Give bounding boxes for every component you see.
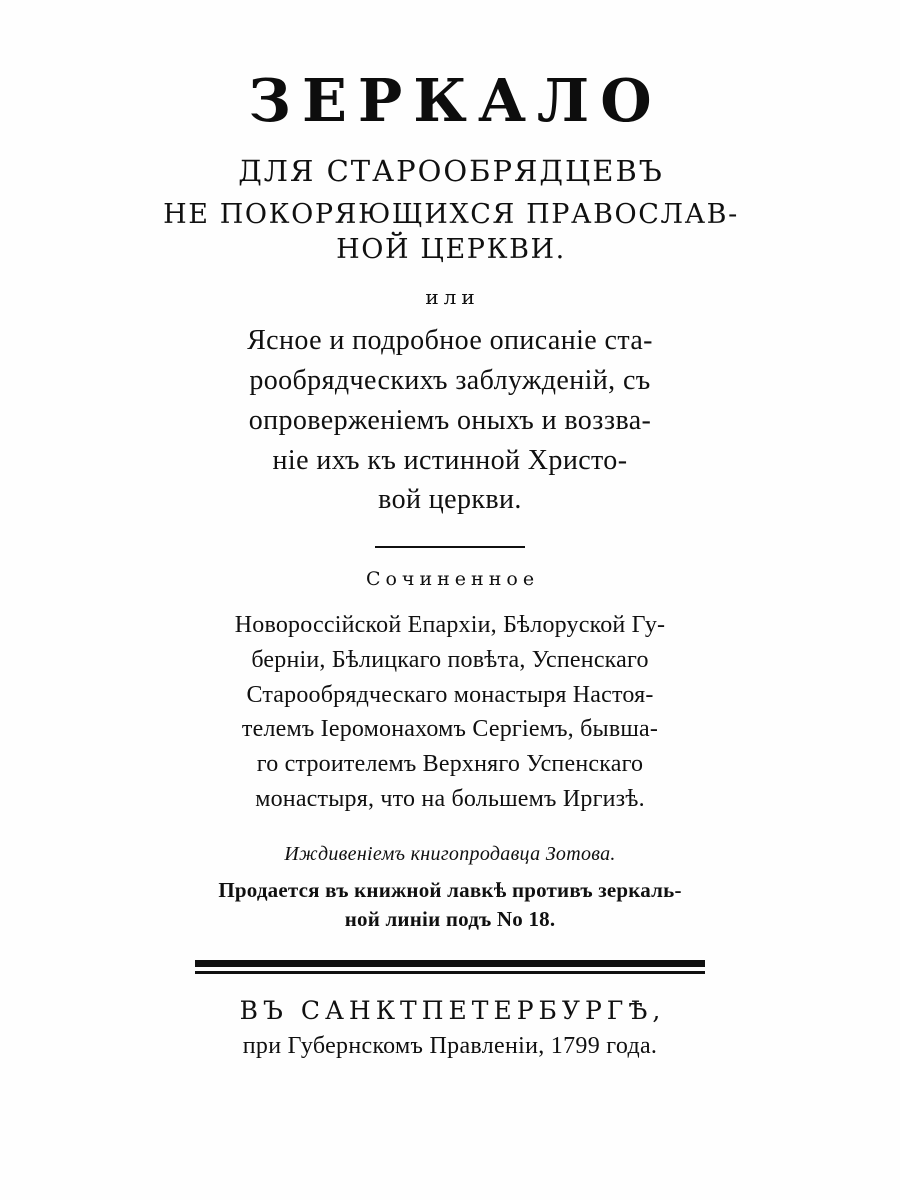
description-line: рообрядческихъ заблужденій, съ xyxy=(249,365,651,396)
sale-line: Продается въ книжной лавкѣ противъ зеркаль- xyxy=(218,877,682,902)
author-line: Старообрядческаго монастыря Настоя- xyxy=(246,681,654,708)
author-line: го строителемъ Верхняго Успенскаго xyxy=(256,751,644,778)
sale-line: ной линіи подъ No 18. xyxy=(344,906,556,931)
author-line: телемъ Іеромонахомъ Сергіемъ, бывша- xyxy=(241,716,659,743)
page-title: ЗЕРКАЛО xyxy=(248,66,663,135)
sale-note xyxy=(140,876,760,934)
rule-thick xyxy=(195,960,705,967)
composed-label: Сочиненное xyxy=(365,568,540,590)
title-page-content xyxy=(140,66,760,1060)
description-line: Ясное и подробное описаніе ста- xyxy=(247,325,653,357)
author-block xyxy=(140,608,760,817)
city-imprint: ВЪ САНКТПЕТЕРБУРГѢ, xyxy=(239,995,666,1025)
or-word: или xyxy=(425,285,480,310)
author-line: берніи, Бѣлицкаго повѣта, Успенскаго xyxy=(251,646,649,673)
description-line: вой церкви. xyxy=(378,484,522,516)
subtitle-line-2 xyxy=(140,198,760,267)
subtitle-line-2b: НОЙ ЦЕРКВИ. xyxy=(336,233,566,265)
publisher-note: Иждивеніемъ книгопродавца Зотова. xyxy=(284,842,616,865)
author-line: Новороссійской Епархіи, Бѣлоруской Гу- xyxy=(234,612,666,638)
double-rule xyxy=(195,960,705,974)
divider-rule xyxy=(375,546,525,548)
description-block xyxy=(140,321,760,520)
description-line: ніе ихъ къ истинной Христо- xyxy=(272,444,628,476)
author-line: монастыря, что на большемъ Иргизѣ. xyxy=(255,785,645,812)
subtitle-line-1: ДЛЯ СТАРООБРЯДЦЕВЪ xyxy=(238,153,664,188)
press-imprint: при Губернскомъ Правленіи, 1799 года. xyxy=(242,1032,658,1059)
subtitle-line-2a: НЕ ПОКОРЯЮЩИХСЯ ПРАВОСЛАВ- xyxy=(163,199,739,231)
rule-thin xyxy=(195,971,705,974)
description-line: опроверженіемъ оныхъ и воззва- xyxy=(248,404,652,436)
